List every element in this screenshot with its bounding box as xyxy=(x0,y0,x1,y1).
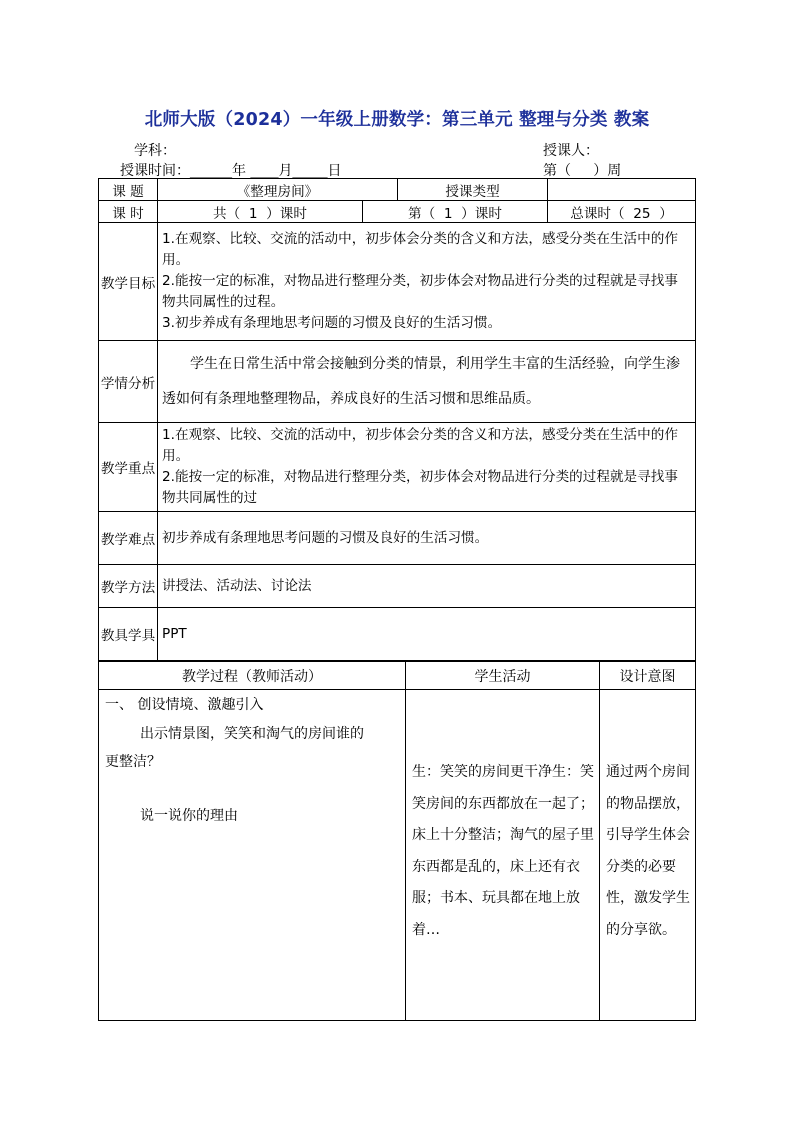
step-line-2: 更整洁？ xyxy=(105,754,161,770)
goals-label: 教学目标 xyxy=(99,223,158,341)
key-point-2: 2.能按一定的标准，对物品进行整理分类，初步体会对物品进行分类的过程就是寻找事物共同属性的过 xyxy=(162,469,678,506)
week-label: 第（ ）周 xyxy=(543,163,622,179)
key-points-content xyxy=(158,423,696,512)
analysis-label: 学情分析 xyxy=(99,341,158,423)
lesson-info-table xyxy=(98,178,696,661)
student-activity-cell xyxy=(406,690,600,1021)
teacher-activity-header: 教学过程（教师活动） xyxy=(99,662,406,690)
teacher-activity-cell xyxy=(99,690,406,1021)
step-line-1: 出示情景图，笑笑和淘气的房间谁的 xyxy=(140,726,364,742)
document-title: 北师大版（2024）一年级上册数学：第三单元 整理与分类 教案 xyxy=(144,110,650,130)
difficulty-content: 初步养成有条理地思考问题的习惯及良好的生活习惯。 xyxy=(158,512,696,565)
hours-label: 课 时 xyxy=(99,201,158,223)
analysis-content: 学生在日常生活中常会接触到分类的情景，利用学生丰富的生活经验，向学生渗透如何有条理地整理物品，养成良好的生活习惯和思维品质。 xyxy=(158,341,696,423)
goals-content xyxy=(158,223,696,341)
topic-value: 《整理房间》 xyxy=(158,179,398,201)
design-intent-cell xyxy=(600,690,696,1021)
type-value xyxy=(548,179,696,201)
date-label: 授课时间：______年 ____月_____日 xyxy=(120,163,342,179)
teacher-label: 授课人： xyxy=(543,143,599,159)
tools-content: PPT xyxy=(158,608,696,661)
goal-item-1: 1.在观察、比较、交流的活动中，初步体会分类的含义和方法，感受分类在生活中的作用。 xyxy=(162,231,678,268)
current-period: 第（ 1 ）课时 xyxy=(363,201,548,223)
difficulty-label: 教学难点 xyxy=(99,512,158,565)
goal-item-3: 3.初步养成有条理地思考问题的习惯及良好的生活习惯。 xyxy=(162,315,502,331)
design-intent-text: 通过两个房间的物品摆放，引导学生体会分类的必要性，激发学生的分享欲。 xyxy=(606,764,690,938)
method-label: 教学方法 xyxy=(99,565,158,608)
total-hours: 总课时（ 25 ） xyxy=(548,201,696,223)
key-point-1: 1.在观察、比较、交流的活动中，初步体会分类的含义和方法，感受分类在生活中的作用。 xyxy=(162,427,678,464)
step-line-3: 说一说你的理由 xyxy=(140,808,238,824)
topic-label: 课 题 xyxy=(99,179,158,201)
subject-label: 学科： xyxy=(134,143,176,159)
method-content: 讲授法、活动法、讨论法 xyxy=(158,565,696,608)
key-points-label: 教学重点 xyxy=(99,423,158,512)
teaching-process-table xyxy=(98,661,696,1021)
step-title: 一、 创设情境、激趣引入 xyxy=(105,697,264,713)
tools-label: 教具学具 xyxy=(99,608,158,661)
student-activity-text: 生：笑笑的房间更干净生：笑笑房间的东西都放在一起了；床上十分整洁；淘气的屋子里东西都是乱的，床上还有衣服；书本、玩具都在地上放着… xyxy=(412,764,594,938)
design-intent-header: 设计意图 xyxy=(600,662,696,690)
goal-item-2: 2.能按一定的标准，对物品进行整理分类，初步体会对物品进行分类的过程就是寻找事物共同属性的过程。 xyxy=(162,273,678,310)
type-label: 授课类型 xyxy=(398,179,548,201)
total-periods: 共（ 1 ）课时 xyxy=(158,201,363,223)
student-activity-header: 学生活动 xyxy=(406,662,600,690)
